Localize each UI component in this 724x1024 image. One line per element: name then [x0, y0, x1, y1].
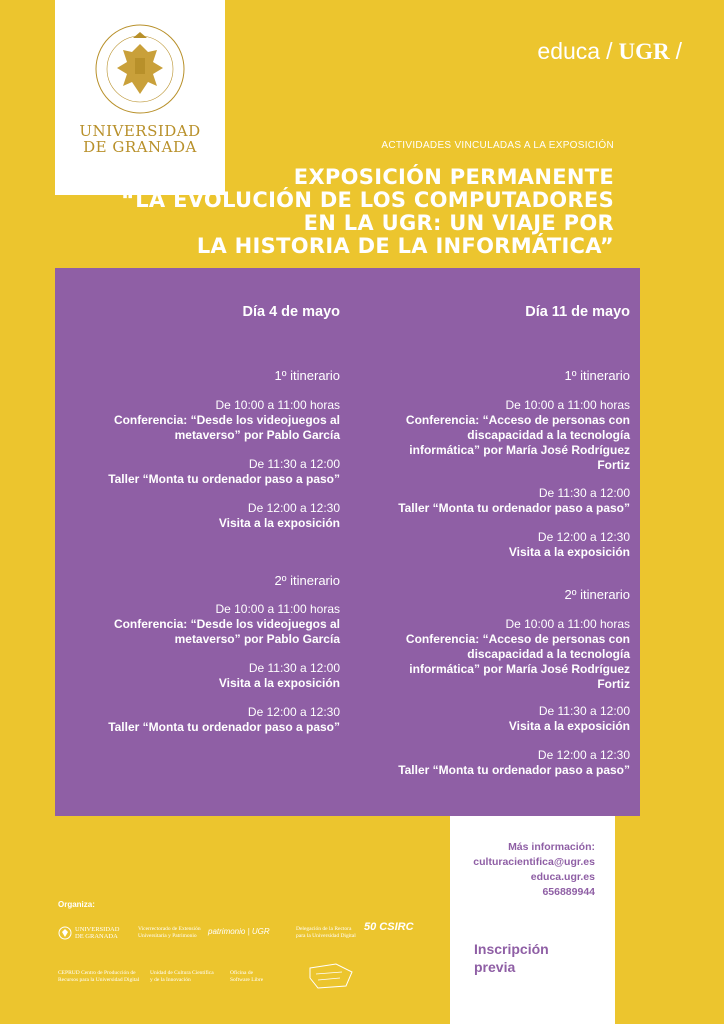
contact-label: Más información:	[508, 841, 595, 853]
ugr-text: UGR	[618, 39, 670, 64]
itinerary-heading: 2º itinerario	[564, 587, 630, 602]
contact-web-link[interactable]: educa.ugr.es	[530, 871, 595, 883]
schedule-item: De 10:00 a 11:00 horas Conferencia: “Desde los videojuegos al metaverso” por Pablo García	[113, 602, 340, 646]
schedule-item: De 11:30 a 12:00 Taller “Monta tu ordenador paso a paso”	[108, 457, 340, 486]
org-csirc-logo: 50 CSIRC	[364, 921, 414, 933]
org-ugr-logo: UNIVERSIDAD DE GRANADA	[75, 926, 120, 940]
schedule-item: De 12:00 a 12:30 Visita a la exposición	[218, 501, 340, 530]
day-heading: Día 4 de mayo	[242, 304, 340, 320]
title-line: “LA EVOLUCIÓN DE LOS COMPUTADORES	[121, 188, 614, 212]
museum-logo-icon	[306, 960, 356, 992]
educa-ugr-brand	[537, 38, 688, 65]
org-oficina-software-libre: Oficina de Software Libre	[230, 970, 264, 983]
schedule-item: De 10:00 a 11:00 horas Conferencia: “Acceso de personas con discapacidad a la tecnología informática” por María José Rodríguez Fortiz	[405, 617, 630, 691]
contact-box	[450, 816, 615, 1024]
registration-note: Inscripción previa	[474, 941, 549, 975]
schedule-item: De 11:30 a 12:00 Visita a la exposición	[508, 704, 630, 733]
title-line: LA HISTORIA DE LA INFORMÁTICA”	[196, 234, 614, 258]
schedule-panel	[55, 268, 640, 816]
contact-info	[473, 840, 595, 900]
schedule-item: De 11:30 a 12:00 Taller “Monta tu ordenador paso a paso”	[398, 486, 630, 515]
kicker: ACTIVIDADES VINCULADAS A LA EXPOSICIÓN	[381, 140, 614, 151]
contact-phone: 656889944	[542, 886, 595, 898]
brand-slash: /	[606, 38, 613, 64]
university-name-line1: UNIVERSIDAD	[79, 122, 201, 140]
schedule-item: De 12:00 a 12:30 Taller “Monta tu ordenador paso a paso”	[398, 748, 630, 777]
schedule-item: De 10:00 a 11:00 horas Conferencia: “Desde los videojuegos al metaverso” por Pablo García	[113, 398, 340, 442]
schedule-item: De 11:30 a 12:00 Visita a la exposición	[218, 661, 340, 690]
org-cepruud: CEPRUD Centro de Producción de Recursos para la Universidad Digital	[58, 970, 140, 983]
educa-text: educa	[537, 38, 601, 64]
schedule-item: De 10:00 a 11:00 horas Conferencia: “Acceso de personas con discapacidad a la tecnología informática” por María José Rodríguez Fortiz	[405, 398, 630, 472]
organizers-label: Organiza:	[58, 900, 95, 909]
org-vicerrectorado: Vicerrectorado de Extensión Universitaria y Patrimonio	[138, 926, 201, 939]
org-delegacion: Delegación de la Rectora para la Universidad Digital	[296, 926, 356, 939]
schedule-item: De 12:00 a 12:30 Taller “Monta tu ordenador paso a paso”	[108, 705, 340, 734]
itinerary-heading: 1º itinerario	[274, 368, 340, 383]
contact-email-link[interactable]: culturacientifica@ugr.es	[473, 856, 595, 868]
exhibition-title	[94, 166, 614, 258]
org-patrimonio: patrimonio | UGR	[208, 927, 270, 936]
university-seal-icon	[93, 22, 187, 116]
brand-slash: /	[675, 38, 682, 64]
itinerary-heading: 2º itinerario	[274, 573, 340, 588]
title-line: EXPOSICIÓN PERMANENTE	[293, 165, 614, 189]
university-crest-icon	[58, 926, 72, 940]
day-heading: Día 11 de mayo	[525, 304, 630, 320]
schedule-item: De 12:00 a 12:30 Visita a la exposición	[508, 530, 630, 559]
itinerary-heading: 1º itinerario	[564, 368, 630, 383]
university-name-line2: DE GRANADA	[83, 138, 197, 156]
org-unidad-cultura: Unidad de Cultura Científica y de la Innovación	[150, 970, 214, 983]
title-line: EN LA UGR: UN VIAJE POR	[303, 211, 614, 235]
